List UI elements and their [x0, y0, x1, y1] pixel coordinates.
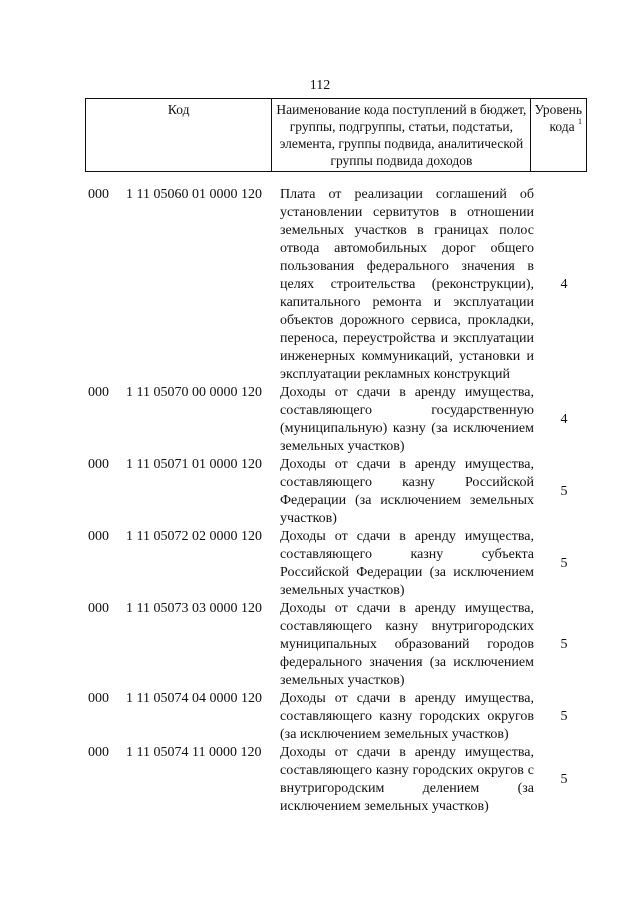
admin-code: 000	[88, 745, 109, 760]
code-level	[534, 186, 594, 384]
code-level-value: 5	[560, 556, 568, 571]
income-code: 1 11 05072 02 0000 120	[126, 529, 262, 544]
code-level	[534, 456, 594, 528]
table-row	[0, 384, 640, 456]
page-number: 112	[309, 78, 331, 93]
code-level-value: 4	[560, 277, 568, 292]
code-level-value: 5	[560, 484, 568, 499]
code-level	[534, 384, 594, 456]
header-level-line2: кода	[549, 119, 575, 134]
code-level-value: 5	[560, 637, 568, 652]
header-table	[85, 98, 587, 172]
header-code: Код	[86, 99, 272, 172]
admin-code: 000	[88, 385, 109, 400]
code-level	[534, 690, 594, 744]
admin-code: 000	[88, 457, 109, 472]
income-code: 1 11 05074 11 0000 120	[126, 745, 262, 760]
code-level-value: 5	[560, 772, 568, 787]
income-name: Доходы от сдачи в аренду имущества, составляющего государственную (муниципальную) казну (за исключением земельных участков)	[280, 385, 534, 454]
admin-code: 000	[88, 529, 109, 544]
table-row	[0, 600, 640, 690]
table-row	[0, 186, 640, 384]
code-level-value: 5	[560, 709, 568, 724]
table-row	[0, 744, 640, 816]
income-code: 1 11 05070 00 0000 120	[126, 385, 262, 400]
code-level-value: 4	[560, 412, 568, 427]
income-code: 1 11 05060 01 0000 120	[126, 187, 262, 202]
header-row	[86, 99, 587, 172]
code-level	[534, 600, 594, 690]
income-name: Плата от реализации соглашений об установлении сервитутов в отношении земельных участков в границах полос отвода автомобильных дорог общего пользования федерального значения в целях строительства (реконструкции), капитального ремонта и эксплуатации объектов дорожного сервиса, прокладки, переноса, переустройства и эксплуатации инженерных коммуникаций, установки и эксплуатации рекламных конструкций	[280, 187, 534, 382]
income-name: Доходы от сдачи в аренду имущества, составляющего казну Российской Федерации (за исключением земельных участков)	[280, 457, 534, 526]
admin-code: 000	[88, 601, 109, 616]
income-code: 1 11 05071 01 0000 120	[126, 457, 262, 472]
income-code-list	[0, 186, 640, 816]
income-name: Доходы от сдачи в аренду имущества, составляющего казну городских округов (за исключением земельных участков)	[280, 691, 534, 742]
income-name: Доходы от сдачи в аренду имущества, составляющего казну внутригородских муниципальных образований городов федерального значения (за исключением земельных участков)	[280, 601, 534, 688]
table-row	[0, 456, 640, 528]
header-name: Наименование кода поступлений в бюджет, группы, подгруппы, статьи, подстатьи, элемента, группы подвида, аналитической группы подвида доходов	[272, 99, 531, 172]
code-level	[534, 744, 594, 816]
income-code: 1 11 05074 04 0000 120	[126, 691, 262, 706]
table-row	[0, 528, 640, 600]
header-level-line1: Уровень	[534, 102, 582, 117]
income-name: Доходы от сдачи в аренду имущества, составляющего казну субъекта Российской Федерации (за исключением земельных участков)	[280, 529, 534, 598]
income-code: 1 11 05073 03 0000 120	[126, 601, 262, 616]
code-level	[534, 528, 594, 600]
income-name: Доходы от сдачи в аренду имущества, составляющего казну городских округов с внутригородским делением (за исключением земельных участков)	[280, 745, 534, 814]
header-level	[531, 99, 587, 172]
footnote-marker: 1	[578, 117, 582, 126]
admin-code: 000	[88, 691, 109, 706]
table-row	[0, 690, 640, 744]
admin-code: 000	[88, 187, 109, 202]
header-level-line2-wrap	[534, 118, 582, 135]
